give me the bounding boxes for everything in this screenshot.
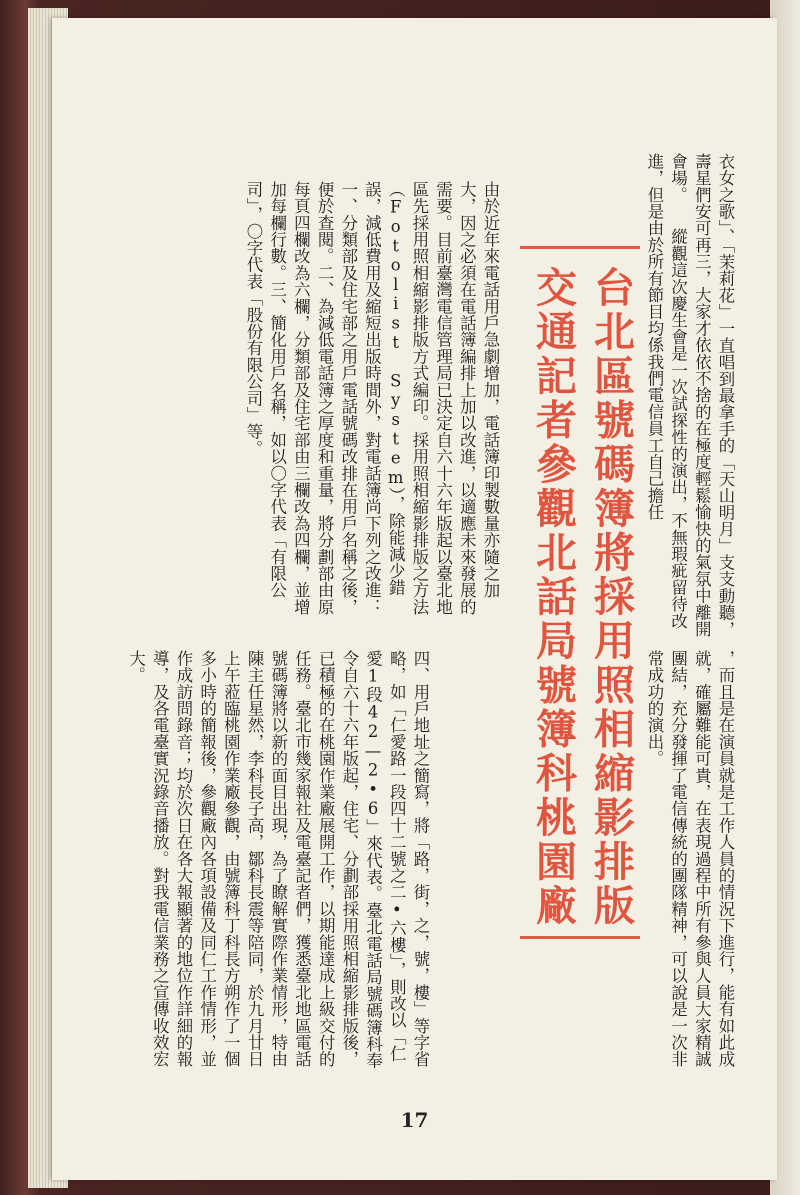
page-number: 17 bbox=[400, 1108, 429, 1132]
previous-article-text-bottom-2: ，而且是在演員就是工作人員的情況下進行，能有如此成就，確屬難能可貴，在表現過程中所有參與人員大家精誠團結，充分發揮了電信傳統的團隊精神，可以說是一次非常成功的演出。 bbox=[644, 650, 735, 1068]
previous-article-text-top-cont bbox=[649, 153, 655, 645]
article-title: 台北區號碼簿將採用照相縮影排版交通記者參觀北話局號簿科桃園廠 bbox=[529, 266, 635, 926]
article-body-top: 由於近年來電話用戶急劇增加，電話簿印製數量亦隨之加大，因之必須在電話簿編排上加以改進，以適應未來發展的需要。目前臺灣電信管理局已決定自六十六年版起以臺北地區先採用照相縮影排版方式編印。採用照相縮影排版之方法（Fotolist System），除能減少錯誤，減低費用及縮短出版時間外，對電話簿尚下列之改進：一、分類部及住宅部之用戶電話號碼改排在用戶名稱之後，便於查閱。二、為減低電話簿之厚度和重量，將分劃部由原每頁四欄改為六欄，分類部及住宅部由三欄改為四欄，並增加每欄行數。三、簡化用戶名稱，如以〇字代表「有限公司」，〇字代表「股份有限公司」等。 bbox=[243, 181, 500, 616]
previous-article-text-top: 衣女之歌」、「茉莉花」一直唱到最拿手的「天山明月」支支動聽，壽星們安可再三，大家才依依不捨的在極度輕鬆愉快的氣氛中離開會場。 縱觀這次慶生會是一次試探性的演出，不無瑕疵留待改進，但是由於所有節目均係我們電信員工自己擔任 bbox=[644, 153, 735, 638]
article-body-bottom: 四、用戶地址之簡寫，將「路，街，之，號，樓」等字省略，如「仁愛路一段四十二號之二•六樓」，則改以「仁愛1段42—2•6」來代表。臺北電話局號碼簿科奉令自六十六年版起，住宅、分劃部採用照相縮影排版後，已積極的在桃園作業廠展開工作，以期能達成上級交付的任務。臺北市幾家報社及電臺記者們，獲悉臺北地區電話號碼簿將以新的面目出現，為了瞭解實際作業情形，特由陳主任星然，李科長子高，鄒科長震等陪同，於九月廿日上午蒞臨桃園作業廠參觀，由號簿科丁科長方朔作了一個多小時的簡報後，參觀廠內各項設備及同仁工作情形，並作成訪問錄音；均於次日在各大報顯著的地位作詳細的報導，及各電臺實況錄音播放。對我電信業務之宣傳收效宏大。 bbox=[126, 650, 430, 1069]
book-page bbox=[52, 18, 777, 1180]
title-rule-top bbox=[520, 246, 640, 249]
